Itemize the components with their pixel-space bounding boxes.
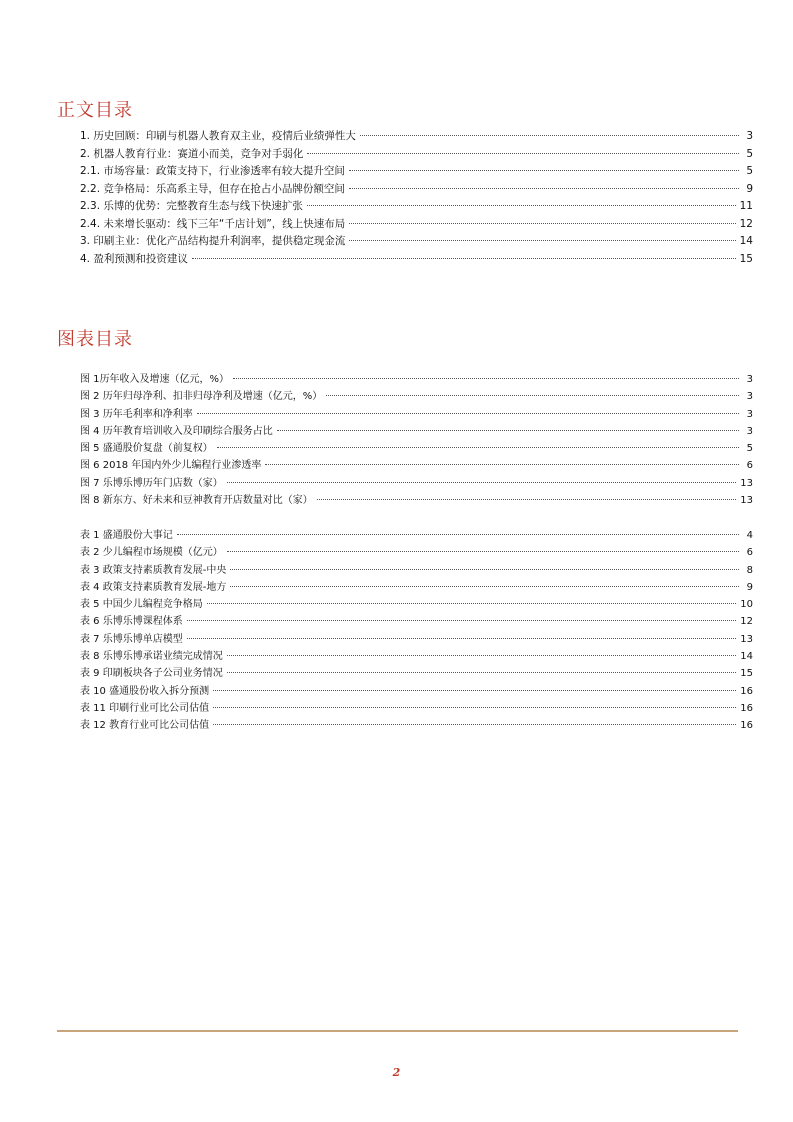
chart-toc-entry[interactable]: [80, 406, 753, 423]
toc-entry-label[interactable]: 图 5 盛通股价复盘（前复权）: [80, 443, 213, 455]
dot-leader: [227, 551, 739, 552]
toc-entry-label[interactable]: 2. 机器人教育行业：赛道小而美，竞争对手弱化: [80, 147, 304, 160]
toc-entry-label[interactable]: 3. 印刷主业：优化产品结构提升利润率，提供稳定现金流: [80, 235, 346, 247]
toc-entry-page: 9: [746, 581, 753, 593]
table-toc-entry[interactable]: [80, 527, 753, 544]
toc-entry-label[interactable]: 表 2 少儿编程市场规模（亿元）: [80, 547, 223, 559]
table-toc-entry[interactable]: [80, 544, 753, 561]
toc-entry-label[interactable]: 2.1. 市场容量：政策支持下，行业渗透率有较大提升空间: [80, 165, 345, 177]
chart-toc-entry[interactable]: [80, 388, 753, 405]
chart-toc-entry[interactable]: [80, 492, 753, 509]
dot-leader: [187, 638, 737, 639]
toc-entry-page: 4: [746, 530, 753, 541]
table-toc-entry[interactable]: [80, 579, 753, 596]
toc-entry-page: 15: [739, 252, 753, 265]
toc-entry-label[interactable]: 图 7 乐博乐博历年门店数（家）: [80, 477, 223, 489]
toc-entry-label[interactable]: 图 2 历年归母净利、扣非归母净利及增速（亿元，%）: [80, 391, 323, 403]
dot-leader: [207, 603, 737, 604]
toc-entry[interactable]: [80, 181, 753, 199]
toc-entry-page: 5: [746, 165, 753, 177]
page-number: 2: [392, 1066, 401, 1079]
toc-entry-page: 8: [746, 564, 753, 576]
dot-leader: [265, 464, 739, 465]
dot-leader: [177, 534, 739, 535]
toc-entry-label[interactable]: 1. 历史回顾：印刷与机器人教育双主业，疫情后业绩弹性大: [80, 130, 356, 142]
table-toc-entry[interactable]: [80, 717, 753, 734]
toc-entry-label[interactable]: 图 8 新东方、好未来和豆神教育开店数量对比（家）: [80, 495, 313, 507]
toc-entry[interactable]: [80, 216, 753, 234]
dot-leader: [213, 724, 736, 725]
toc-entry-label[interactable]: 表 6 乐博乐博课程体系: [80, 616, 183, 628]
dot-leader: [227, 672, 737, 673]
toc-entry-label[interactable]: 图 3 历年毛利率和净利率: [80, 408, 193, 420]
toc-entry-page: 14: [740, 651, 753, 663]
toc-entry-label[interactable]: 2.2. 竞争格局：乐高系主导，但存在抢占小品牌份额空间: [80, 182, 345, 195]
toc-entry[interactable]: [80, 251, 753, 269]
toc-entry-page: 16: [740, 685, 753, 697]
toc-entry[interactable]: [80, 163, 753, 181]
toc-entry[interactable]: [80, 128, 753, 146]
toc-entry-page: 16: [740, 720, 753, 732]
dot-leader: [317, 499, 737, 500]
toc-entry-label[interactable]: 表 3 政策支持素质教育发展-中央: [80, 564, 227, 576]
toc-entry-label[interactable]: 表 7 乐博乐博单店模型: [80, 633, 183, 645]
toc-entry-page: 13: [740, 477, 753, 489]
toc-entry-page: 9: [746, 182, 753, 195]
dot-leader: [192, 258, 736, 259]
toc-entry-page: 11: [739, 200, 753, 212]
dot-leader: [217, 447, 739, 448]
dot-leader: [197, 413, 739, 414]
toc-entry-page: 3: [746, 408, 753, 420]
dot-leader: [277, 430, 739, 431]
toc-entry-page: 13: [740, 633, 753, 645]
toc-entry[interactable]: [80, 146, 753, 164]
toc-entry-page: 3: [746, 425, 753, 437]
toc-entry-page: 10: [740, 599, 753, 611]
dot-leader: [227, 482, 737, 483]
toc-entry[interactable]: [80, 233, 753, 251]
chart-toc-entry[interactable]: [80, 457, 753, 474]
toc-entry-page: 3: [746, 391, 753, 403]
toc-entry-label[interactable]: 图 6 2018 年国内外少儿编程行业渗透率: [80, 460, 262, 472]
toc-entry[interactable]: [80, 198, 753, 216]
toc-entry-label[interactable]: 表 5 中国少儿编程竞争格局: [80, 599, 203, 611]
dot-leader: [307, 153, 739, 154]
toc-entry-label[interactable]: 表 1 盛通股份大事记: [80, 530, 173, 541]
toc-entry-label[interactable]: 表 8 乐博乐博承诺业绩完成情况: [80, 651, 223, 663]
toc-entry-page: 5: [746, 443, 753, 455]
toc-entry-label[interactable]: 4. 盈利预测和投资建议: [80, 252, 188, 265]
toc-entry-page: 6: [746, 460, 753, 472]
dot-leader: [230, 586, 739, 587]
toc-entry-label[interactable]: 表 12 教育行业可比公司估值: [80, 720, 210, 732]
table-toc-entry[interactable]: [80, 631, 753, 648]
toc-entry-label[interactable]: 2.3. 乐博的优势：完整教育生态与线下快速扩张: [80, 200, 303, 212]
toc-entry-page: 3: [746, 374, 753, 385]
dot-leader: [227, 655, 737, 656]
toc-entry-label[interactable]: 图 4 历年教育培训收入及印刷综合服务占比: [80, 425, 273, 437]
dot-leader: [230, 569, 739, 570]
toc-entry-label[interactable]: 表 11 印刷行业可比公司估值: [80, 702, 210, 714]
toc-entry-page: 6: [746, 547, 753, 559]
table-toc-entry[interactable]: [80, 613, 753, 630]
table-toc-list: [80, 527, 753, 735]
toc-entry-page: 12: [740, 616, 753, 628]
table-toc-entry[interactable]: [80, 596, 753, 613]
dot-leader: [360, 135, 739, 136]
dot-leader: [349, 188, 739, 189]
table-toc-entry[interactable]: [80, 683, 753, 700]
dot-leader: [349, 223, 735, 224]
figure-toc-title: 图表目录: [57, 329, 133, 350]
toc-entry-page: 16: [740, 702, 753, 714]
toc-entry-label[interactable]: 图 1历年收入及增速（亿元，%）: [80, 374, 230, 385]
chart-toc-list: [80, 371, 753, 509]
dot-leader: [349, 240, 735, 241]
main-toc-list: [80, 128, 753, 268]
toc-entry-page: 14: [739, 235, 753, 247]
table-toc-entry[interactable]: [80, 562, 753, 579]
toc-entry-label[interactable]: 表 10 盛通股份收入拆分预测: [80, 685, 210, 697]
chart-toc-entry[interactable]: [80, 475, 753, 492]
chart-toc-entry[interactable]: [80, 423, 753, 440]
main-toc-title: 正文目录: [57, 100, 133, 121]
toc-entry-page: 12: [739, 217, 753, 230]
table-toc-entry[interactable]: [80, 665, 753, 682]
toc-entry-label[interactable]: 表 9 印刷板块各子公司业务情况: [80, 668, 223, 680]
footer-divider: [57, 1030, 738, 1032]
table-toc-entry[interactable]: [80, 700, 753, 717]
table-toc-entry[interactable]: [80, 648, 753, 665]
dot-leader: [307, 205, 736, 206]
toc-entry-label[interactable]: 表 4 政策支持素质教育发展-地方: [80, 581, 227, 593]
toc-entry-page: 13: [740, 495, 753, 507]
chart-toc-entry[interactable]: [80, 371, 753, 388]
toc-entry-page: 3: [746, 130, 753, 142]
toc-entry-page: 5: [746, 147, 753, 160]
dot-leader: [187, 620, 737, 621]
toc-entry-page: 15: [740, 668, 753, 680]
toc-entry-label[interactable]: 2.4. 未来增长驱动：线下三年“千店计划”，线上快速布局: [80, 217, 346, 230]
chart-toc-entry[interactable]: [80, 440, 753, 457]
dot-leader: [213, 690, 736, 691]
dot-leader: [349, 170, 739, 171]
dot-leader: [233, 378, 739, 379]
dot-leader: [326, 395, 739, 396]
dot-leader: [213, 707, 736, 708]
